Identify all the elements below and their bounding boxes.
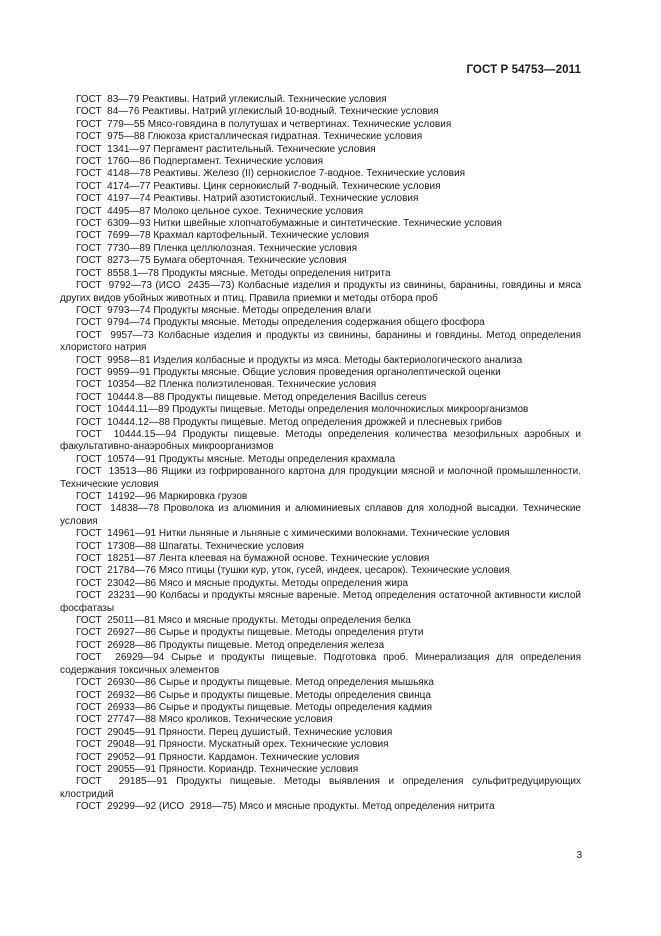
standard-code: ГОСТ 18251—87: [76, 553, 157, 565]
reference-entry: [60, 280, 581, 305]
standard-code: ГОСТ 17308—88: [76, 540, 157, 552]
reference-entry: [60, 528, 581, 540]
standard-code: ГОСТ 9958—81: [76, 354, 151, 366]
standard-title: Мясо кроликов. Технические условия: [158, 714, 333, 726]
reference-entry: [60, 627, 581, 639]
reference-entry: [60, 429, 581, 454]
standard-title: Мясо и мясные продукты. Метод определения нитрита: [239, 801, 495, 813]
standard-title: Сырье и продукты пищевые. Метод определения мышьяка: [158, 677, 434, 689]
reference-entry: [60, 727, 581, 739]
reference-entry: [60, 690, 581, 702]
standard-code: ГОСТ 14192—96: [76, 491, 157, 502]
reference-entry: [60, 305, 581, 317]
standard-code: ГОСТ 25011—81: [76, 615, 156, 627]
reference-entry: [60, 367, 581, 379]
standard-code: ГОСТ 9959—91: [76, 366, 151, 378]
standard-code: ГОСТ 83—79: [76, 94, 140, 105]
standard-title: Продукты пищевые. Методы выявления и определения сульфитредуцирующих клостридий: [60, 776, 582, 800]
reference-entry: [60, 454, 581, 466]
standard-code: ГОСТ 84—76: [76, 106, 140, 118]
reference-entry: [60, 801, 581, 813]
reference-entry: [60, 578, 581, 590]
reference-entry: [60, 491, 581, 503]
reference-entry: [60, 565, 581, 577]
standard-code: ГОСТ 26932—86: [76, 689, 157, 701]
reference-entry: [60, 230, 581, 242]
reference-entry: [60, 156, 581, 168]
standard-title: Колбасы и продукты мясные вареные. Метод определения остаточной активности кислой фосфатазы: [60, 590, 582, 614]
standard-title: Реактивы. Натрий углекислый 10-водный. Технические условия: [142, 106, 439, 118]
standard-title: Пленка полиэтиленовая. Технические условия: [158, 379, 377, 391]
standard-title: Реактивы. Железо (II) сернокислое 7-водное. Технические условия: [153, 168, 465, 180]
standard-code: ГОСТ 26927—86: [76, 627, 157, 639]
standard-code: ГОСТ 1341—97: [76, 143, 151, 155]
reference-entry: [60, 268, 581, 280]
reference-entry: [60, 615, 581, 627]
standard-code: ГОСТ 9957—73: [76, 329, 154, 341]
standard-code: ГОСТ 10444.8—88: [76, 391, 165, 403]
reference-entry: [60, 243, 581, 255]
standard-title: Сырье и продукты пищевые. Методы определения свинца: [158, 689, 431, 701]
standard-code: ГОСТ 23231—90: [76, 590, 157, 602]
standard-title: Сырье и продукты пищевые. Подготовка проб. Минерализация для определения содержания токсичных элементов: [60, 652, 582, 676]
standard-title: Продукты пищевые. Метод определения Bacillus cereus: [167, 391, 427, 403]
standard-code: ГОСТ 29055—91: [76, 763, 157, 775]
reference-entry: [60, 168, 581, 180]
standard-code: ГОСТ 26928—86: [76, 639, 157, 651]
reference-entry: [60, 379, 581, 391]
standard-title: Бумага оберточная. Технические условия: [153, 255, 347, 267]
reference-entry: [60, 255, 581, 267]
reference-entry: [60, 752, 581, 764]
reference-entry: [60, 590, 581, 615]
reference-entry: [60, 330, 581, 355]
standard-title: Пряности. Мускатный орех. Технические условия: [158, 739, 389, 751]
standard-code: ГОСТ 23042—86: [76, 577, 157, 589]
standard-code: ГОСТ 4495—87: [76, 205, 151, 217]
standard-title: Мясо птицы (тушки кур, уток, гусей, индеек, цесарок). Технические условия: [158, 565, 510, 577]
reference-entry: [60, 652, 581, 677]
reference-entry: [60, 106, 581, 118]
reference-entry: [60, 714, 581, 726]
reference-entry: [60, 677, 581, 689]
standard-title: Нитки льняные и льняные с химическими волокнами. Технические условия: [158, 528, 510, 540]
reference-entry: [60, 317, 581, 329]
standard-code: ГОСТ 4197—74: [76, 193, 151, 205]
reference-entry: [60, 218, 581, 230]
standard-code: ГОСТ 975—88: [76, 131, 145, 143]
standard-code: ГОСТ 10444.15—94: [76, 428, 177, 440]
reference-entry: [60, 206, 581, 218]
standard-title: Колбасные изделия и продукты из свинины, баранины, говядины и мяса других видов убойных животных и птиц. Правила приемки и методы отбора проб: [60, 280, 582, 304]
standard-title: Пленка целлюлозная. Технические условия: [153, 242, 357, 254]
standard-title: Продукты мясные. Методы определения влаги: [153, 304, 372, 316]
standard-title: Реактивы. Цинк сернокислый 7-водный. Технические условия: [153, 180, 441, 192]
reference-entry: [60, 392, 581, 404]
standard-title: Реактивы. Натрий азотистокислый. Технические условия: [153, 193, 419, 205]
reference-entry: [60, 193, 581, 205]
standard-title: Продукты мясные. Методы определения крахмала: [158, 453, 396, 465]
standard-code: ГОСТ 6309—93: [76, 218, 151, 230]
standard-title: Продукты пищевые. Метод определения железа: [158, 639, 385, 651]
standard-code: ГОСТ 4174—77: [76, 180, 151, 192]
standard-code: ГОСТ 29299—92 (ИСО 2918—75): [76, 801, 237, 813]
standard-title: Продукты мясные. Методы определения нитрита: [161, 267, 391, 279]
standard-title: Продукты пищевые. Методы определения молочнокислых микроорганизмов: [172, 404, 529, 416]
standard-code: ГОСТ 27747—88: [76, 714, 157, 726]
standard-title: Молоко цельное сухое. Технические условия: [153, 205, 364, 217]
standard-code: ГОСТ 29185—91: [76, 776, 168, 788]
standard-title: Проволока из алюминия и алюминиевых сплавов для холодной высадки. Технические условия: [60, 503, 581, 527]
standard-code: ГОСТ 9794—74: [76, 317, 151, 329]
standard-title: Подпергамент. Технические условия: [153, 156, 324, 168]
standard-title: Сырье и продукты пищевые. Методы определения ртути: [158, 627, 424, 639]
standard-code: ГОСТ 8273—75: [76, 255, 151, 267]
reference-entry: [60, 776, 581, 801]
reference-entry: [60, 541, 581, 553]
standard-code: ГОСТ 26930—86: [76, 677, 157, 689]
standard-title: Сырье и продукты пищевые. Методы определения кадмия: [158, 701, 433, 713]
standard-code: ГОСТ 10444.11—89: [76, 404, 170, 416]
standard-code: ГОСТ 1760—86: [76, 156, 151, 168]
standard-code: ГОСТ 26933—86: [76, 701, 157, 713]
reference-entry: [60, 640, 581, 652]
standard-code: ГОСТ 9793—74: [76, 304, 151, 316]
reference-entry: [60, 739, 581, 751]
standard-code: ГОСТ 9792—73 (ИСО 2435—73): [76, 280, 235, 292]
standard-title: Реактивы. Натрий углекислый. Технические условия: [142, 94, 387, 105]
document-id: ГОСТ Р 54753—2011: [466, 64, 581, 76]
standard-code: ГОСТ 10444.12—88: [76, 416, 171, 428]
standard-code: ГОСТ 29052—91: [76, 751, 157, 763]
reference-entry: [60, 131, 581, 143]
reference-entry: [60, 553, 581, 565]
standard-title: Продукты пищевые. Методы определения количества мезофильных аэробных и факультативно-анаэробных микроорганизмов: [60, 428, 581, 453]
standard-code: ГОСТ 10574—91: [76, 453, 157, 465]
reference-entry: [60, 404, 581, 416]
normative-references-list: [60, 94, 581, 814]
standard-title: Колбасные изделия и продукты из свинины, баранины и говядины. Метод определения хлористого натрия: [60, 329, 581, 354]
reference-entry: [60, 417, 581, 429]
standard-title: Мясо-говядина в полутушах и четвертинах. Технические условия: [147, 118, 452, 130]
standard-title: Маркировка грузов: [158, 491, 248, 502]
standard-code: ГОСТ 779—55: [76, 118, 145, 130]
standard-title: Продукты пищевые. Метод определения дрожжей и плесневых грибов: [172, 416, 502, 428]
standard-code: ГОСТ 8558.1—78: [76, 267, 159, 279]
standard-code: ГОСТ 7699—78: [76, 230, 151, 242]
standard-title: Ящики из гофрированного картона для продукции мясной и молочной промышленности. Технические условия: [60, 466, 581, 490]
standard-code: ГОСТ 13513—86: [76, 466, 158, 478]
standard-title: Пряности. Кориандр. Технические условия: [158, 763, 359, 775]
standard-title: Мясо и мясные продукты. Методы определения жира: [158, 577, 409, 589]
reference-entry: [60, 119, 581, 131]
reference-entry: [60, 181, 581, 193]
reference-entry: [60, 503, 581, 528]
standard-title: Пергамент растительный. Технические условия: [153, 143, 376, 155]
standard-title: Лента клеевая на бумажной основе. Технические условия: [158, 553, 430, 565]
standard-title: Мясо и мясные продукты. Методы определения белка: [158, 615, 411, 627]
standard-code: ГОСТ 26929—94: [76, 652, 165, 664]
standard-title: Шпагаты. Технические условия: [158, 540, 304, 552]
standard-title: Пряности. Перец душистый. Технические условия: [158, 726, 393, 738]
reference-entry: [60, 144, 581, 156]
standard-code: ГОСТ 29045—91: [76, 726, 157, 738]
standard-title: Крахмал картофельный. Технические условия: [153, 230, 370, 242]
standard-title: Нитки швейные хлопчатобумажные и синтетические. Технические условия: [153, 218, 502, 230]
standard-code: ГОСТ 10354—82: [76, 379, 157, 391]
standard-code: ГОСТ 14961—91: [76, 528, 157, 540]
reference-entry: [60, 94, 581, 106]
page-number: 3: [576, 850, 582, 861]
standard-title: Изделия колбасные и продукты из мяса. Методы бактериологического анализа: [153, 354, 523, 366]
standard-title: Пряности. Кардамон. Технические условия: [158, 751, 360, 763]
standard-code: ГОСТ 21784—76: [76, 565, 157, 577]
standard-title: Глюкоза кристаллическая гидратная. Технические условия: [147, 131, 423, 143]
standard-code: ГОСТ 29048—91: [76, 739, 157, 751]
standard-code: ГОСТ 4148—78: [76, 168, 151, 180]
standard-title: Продукты мясные. Общие условия проведения органолептической оценки: [153, 366, 501, 378]
reference-entry: [60, 466, 581, 491]
standard-code: ГОСТ 7730—89: [76, 242, 151, 254]
reference-entry: [60, 764, 581, 776]
standard-code: ГОСТ 14838—78: [76, 503, 160, 515]
standard-title: Продукты мясные. Методы определения содержания общего фосфора: [153, 317, 485, 329]
reference-entry: [60, 702, 581, 714]
reference-entry: [60, 355, 581, 367]
